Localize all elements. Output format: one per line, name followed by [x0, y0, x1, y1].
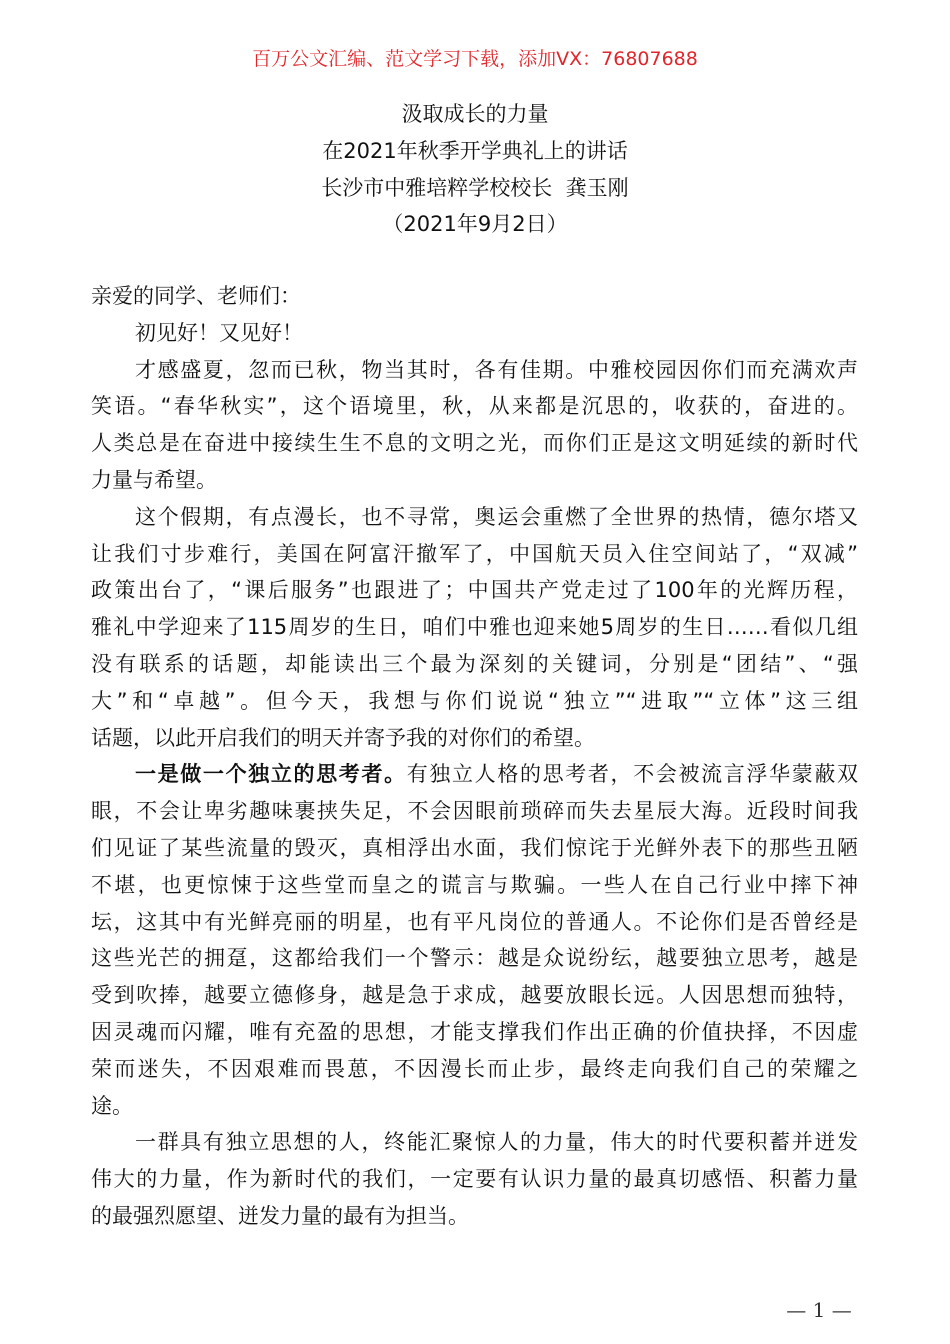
paragraph-line	[91, 536, 858, 573]
line-text: 这个假期，有点漫长，也不寻常，奥运会重燃了全世界的热情，德尔塔又	[135, 504, 858, 529]
paragraph-line	[91, 462, 858, 499]
paragraph-line	[91, 315, 858, 352]
line-text: 初见好！又见好！	[135, 320, 303, 345]
line-text: 受到吹捧，越要立德修身，越是急于求成，越要放眼长远。人因思想而独特，	[91, 983, 858, 1008]
paragraph-line	[91, 1014, 858, 1051]
paragraph-line	[91, 646, 858, 683]
line-text: 眼，不会让卑劣趣味裹挟失足，不会因眼前琐碎而失去星辰大海。近段时间我	[91, 799, 858, 824]
paragraph-line	[91, 793, 858, 830]
paragraph-line	[91, 683, 858, 720]
paragraph-line	[91, 1051, 858, 1088]
paragraph-line	[91, 609, 858, 646]
line-text: 让我们寸步难行，美国在阿富汗撤军了，中国航天员入住空间站了，“双减”	[91, 541, 858, 566]
document-subtitle: 在2021年秋季开学典礼上的讲话	[322, 138, 628, 163]
line-text: 一群具有独立思想的人，终能汇聚惊人的力量，伟大的时代要积蓄并迸发	[135, 1130, 858, 1155]
line-text: 才感盛夏，忽而已秋，物当其时，各有佳期。中雅校园因你们而充满欢声	[135, 357, 858, 382]
line-text: 人类总是在奋进中接续生生不息的文明之光，而你们正是这文明延续的新时代	[91, 431, 858, 456]
paragraph	[91, 756, 858, 1124]
paragraph-line	[91, 1088, 858, 1125]
paragraph	[91, 315, 858, 352]
paragraph-line	[91, 756, 858, 793]
line-text: 的最强烈愿望、迸发力量的最有为担当。	[91, 1203, 469, 1228]
paragraph-line	[91, 1198, 858, 1235]
line-text: 笑语。“春华秋实”，这个语境里，秋，从来都是沉思的，收获的，奋进的。	[91, 394, 858, 419]
line-text: 荣而迷失，不因艰难而畏葸，不因漫长而止步，最终走向我们自己的荣耀之	[91, 1056, 858, 1081]
line-text: 力量与希望。	[91, 467, 217, 492]
paragraph-line	[91, 720, 858, 757]
paragraph	[91, 352, 858, 499]
document-header	[0, 96, 950, 243]
paragraph-line	[91, 572, 858, 609]
document-date: （2021年9月2日）	[382, 212, 568, 237]
paragraph-line	[91, 977, 858, 1014]
paragraph-line	[91, 1161, 858, 1198]
paragraph-line	[91, 940, 858, 977]
line-text: 政策出台了，“课后服务”也跟进了；中国共产党走过了100年的光辉历程，	[91, 578, 858, 603]
paragraph-line	[91, 830, 858, 867]
line-text: 雅礼中学迎来了115周岁的生日，咱们中雅也迎来她5周岁的生日……看似几组	[91, 615, 858, 640]
line-text: 有独立人格的思考者，不会被流言浮华蒙蔽双	[406, 762, 859, 787]
line-text: 坛，这其中有光鲜亮丽的明星，也有平凡岗位的普通人。不论你们是否曾经是	[91, 909, 858, 934]
line-text: 不堪，也更惊悚于这些堂而皇之的谎言与欺骗。一些人在自己行业中摔下神	[91, 872, 858, 897]
line-text: 们见证了某些流量的毁灭，真相浮出水面，我们惊诧于光鲜外表下的那些丑陋	[91, 835, 858, 860]
bold-lead-sentence: 一是做一个独立的思考者。	[135, 762, 407, 787]
line-text: 途。	[91, 1093, 133, 1118]
paragraph-line	[91, 499, 858, 536]
paragraph-line	[91, 1124, 858, 1161]
paragraph-line	[91, 425, 858, 462]
paragraph	[91, 278, 858, 315]
document-title: 汲取成长的力量	[401, 102, 549, 126]
line-text: 大”和“卓越”。但今天，我想与你们说说“独立”“进取”“立体”这三组	[91, 688, 858, 713]
line-text: 亲爱的同学、老师们：	[91, 284, 301, 308]
document-author: 长沙市中雅培粹学校校长 龚玉刚	[321, 175, 629, 200]
paragraph-line	[91, 867, 858, 904]
line-text: 没有联系的话题，却能读出三个最为深刻的关键词，分别是“团结”、“强	[91, 651, 858, 676]
paragraph-line	[91, 278, 858, 315]
line-text: 这些光芒的拥趸，这都给我们一个警示：越是众说纷纭，越要独立思考，越是	[91, 946, 858, 971]
watermark-banner: 百万公文汇编、范文学习下载，添加VX：76807688	[252, 48, 698, 70]
line-text: 伟大的力量，作为新时代的我们，一定要有认识力量的最真切感悟、积蓄力量	[91, 1167, 858, 1192]
paragraph-line	[91, 904, 858, 941]
paragraph-line	[91, 388, 858, 425]
page-number: — 1 —	[786, 1298, 852, 1322]
paragraph	[91, 499, 858, 757]
paragraph	[91, 1124, 858, 1234]
document-body	[91, 278, 858, 1235]
line-text: 话题，以此开启我们的明天并寄予我的对你们的希望。	[91, 725, 595, 750]
paragraph-line	[91, 352, 858, 389]
line-text: 因灵魂而闪耀，唯有充盈的思想，才能支撑我们作出正确的价值抉择，不因虚	[91, 1019, 858, 1044]
